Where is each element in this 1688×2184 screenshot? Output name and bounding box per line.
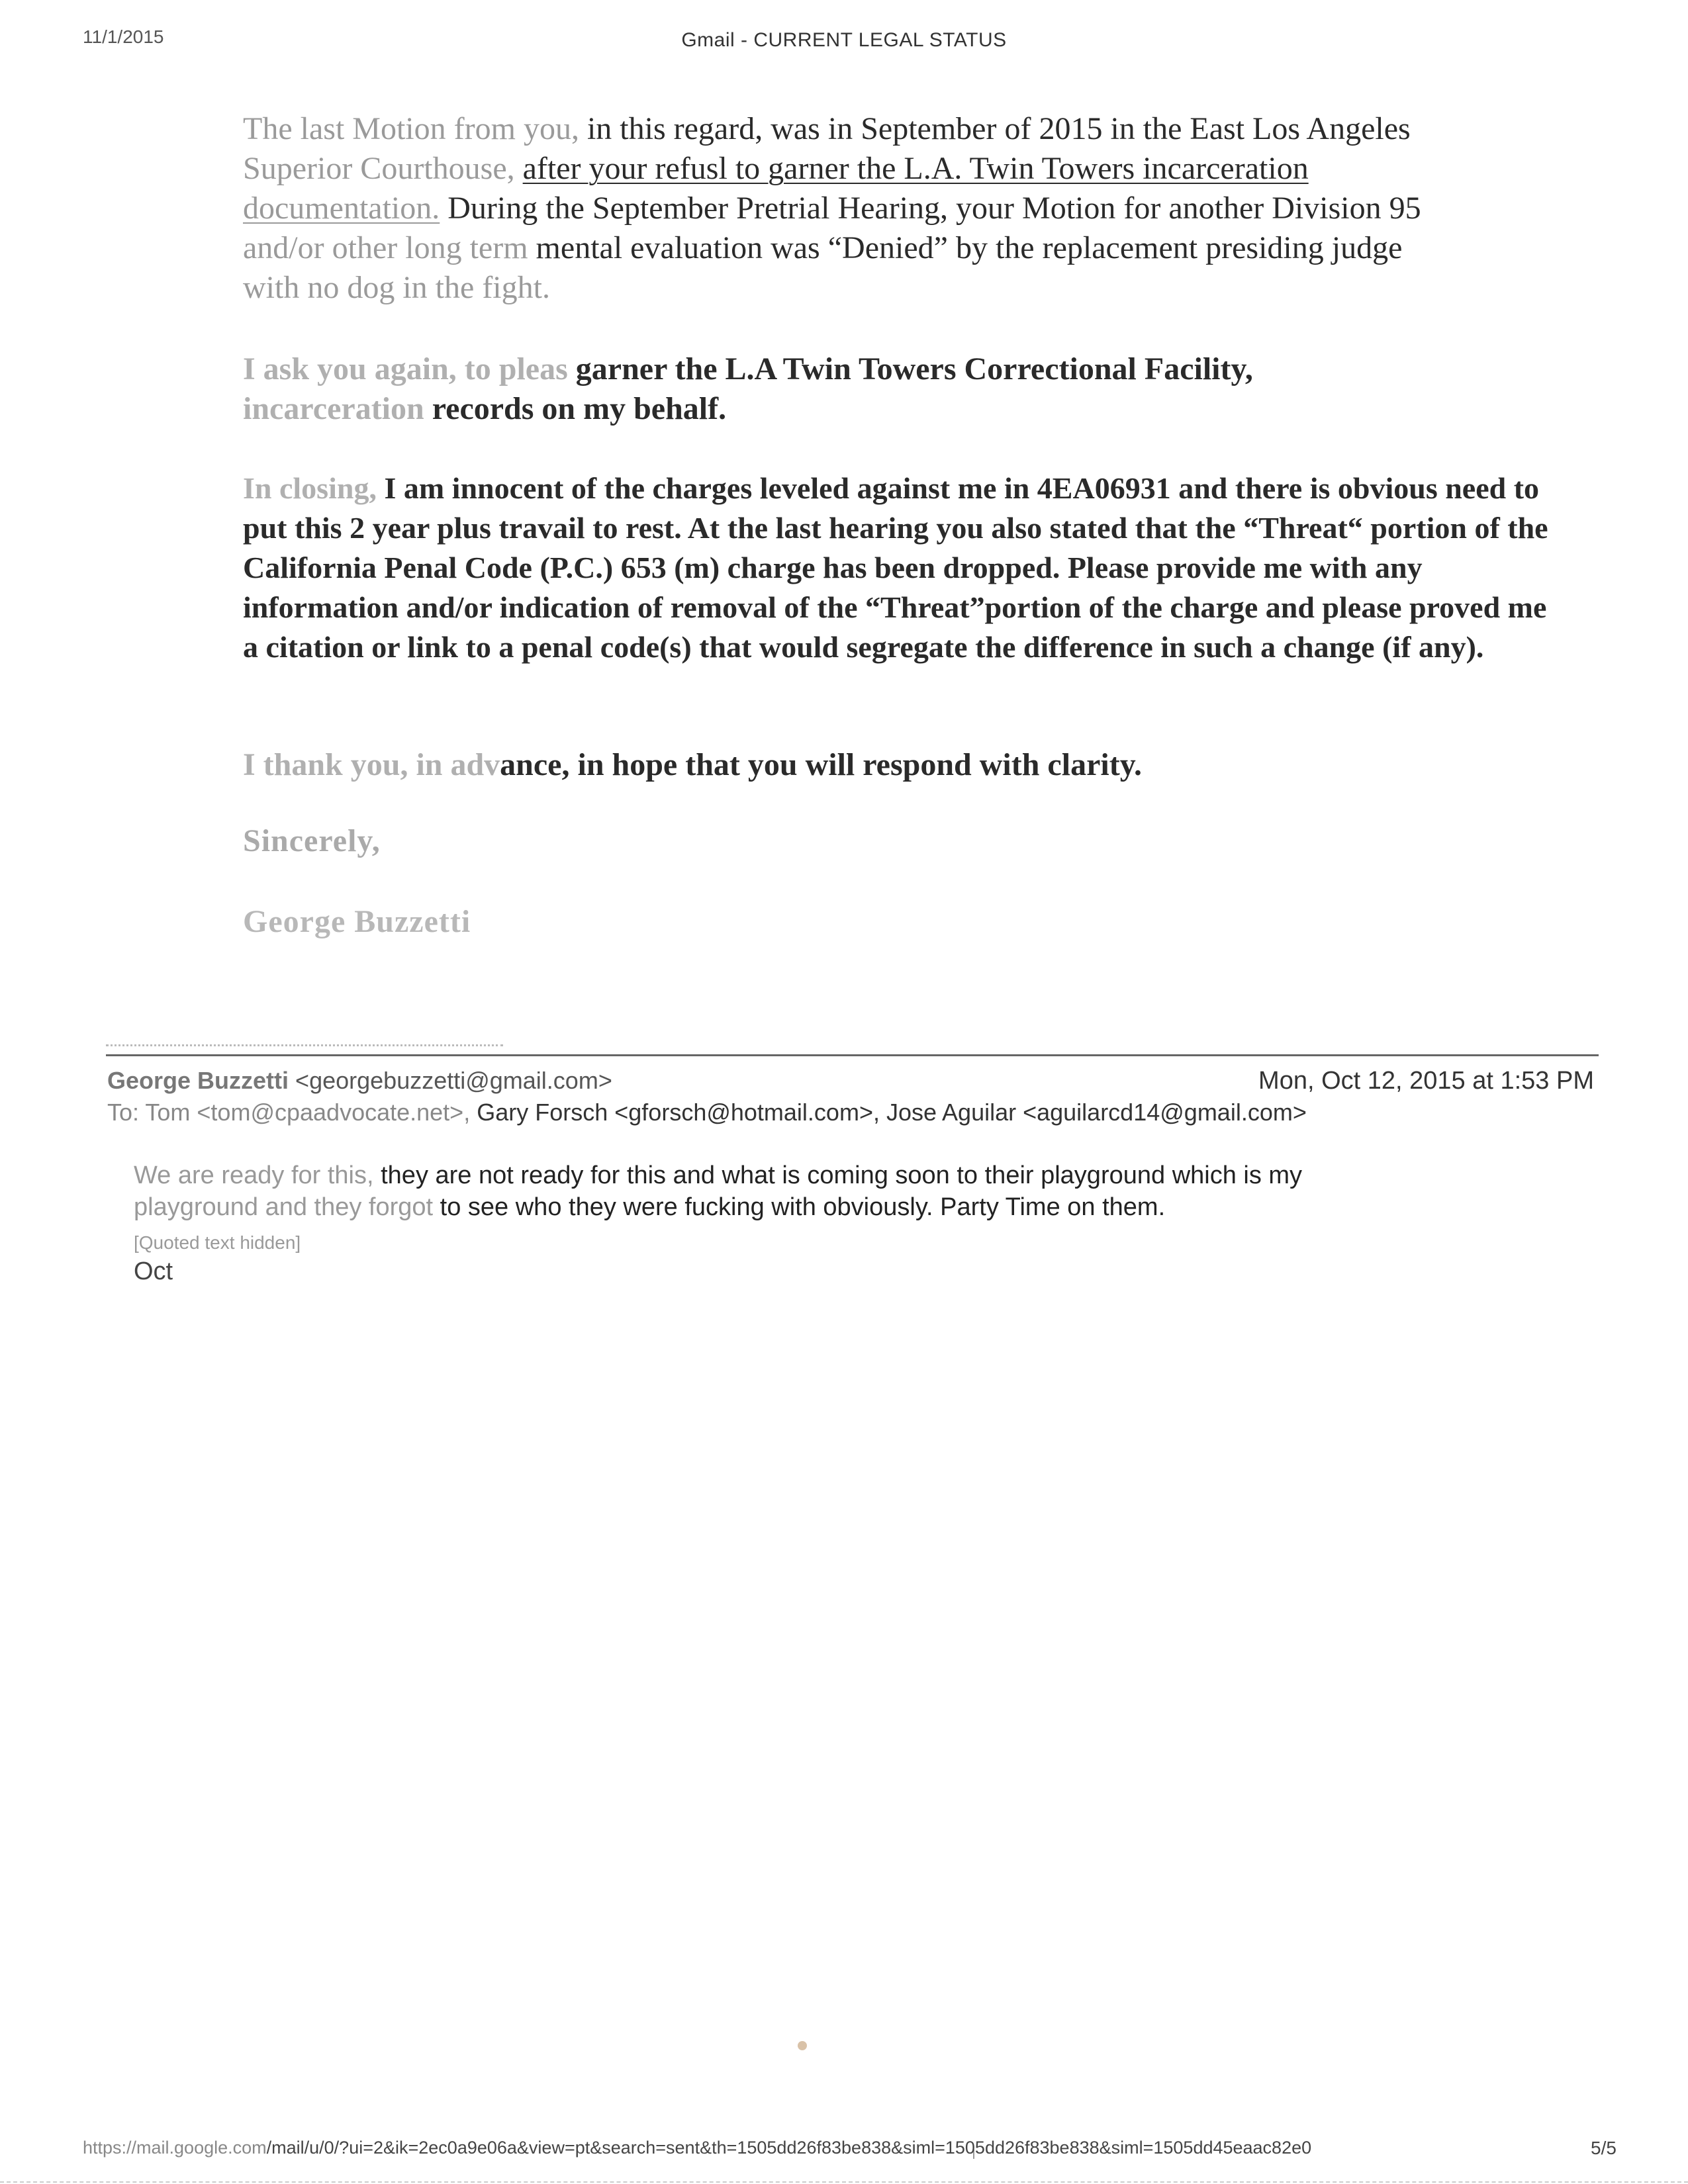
recipients-line (107, 1099, 1307, 1126)
footer-url-faint: https://mail.google.com (83, 2138, 267, 2158)
letter-closing: Sincerely, (243, 823, 381, 858)
recipients-rest: Gary Forsch <gforsch@hotmail.com>, Jose Aguilar <aguilarcd14@gmail.com> (470, 1099, 1307, 1126)
letter-signature: George Buzzetti (243, 904, 471, 939)
p2-faint: I ask you again, to pleas (243, 351, 568, 387)
p3-faint: In closing, (243, 471, 377, 505)
footer-url (83, 2138, 1311, 2158)
to-label: To: (107, 1099, 140, 1126)
p1-faint-start: The last Motion from you, (243, 111, 579, 146)
letter-paragraph-1 (243, 109, 1554, 308)
page-title: Gmail - CURRENT LEGAL STATUS (681, 29, 1007, 51)
message-body (134, 1160, 1524, 1223)
letter-paragraph-4 (243, 745, 1554, 785)
p1-text-a: in this regard, was in September of 2015 in the East Los Angeles (579, 111, 1411, 146)
p2-faint2: incarceration (243, 391, 424, 426)
p2-text-a: garner the L.A Twin Towers Correctional Facility, (567, 351, 1253, 387)
message-date: Mon, Oct 12, 2015 at 1:53 PM (1258, 1067, 1594, 1095)
p4-faint: I thank you, in adv (243, 747, 500, 782)
p1-underlined: after your refusl to garner the L.A. Twin Towers incarceration (522, 151, 1309, 186)
sender-line (107, 1067, 612, 1095)
p1-text-b: During the September Pretrial Hearing, your Motion for another Division 95 (440, 191, 1421, 226)
p1-faint-underlined: documentation. (243, 191, 440, 226)
message-faint-2: playground and they forgot (134, 1193, 434, 1221)
p1-text-c: mental evaluation was “Denied” by the replacement presiding judge (528, 230, 1403, 265)
message-text-2: to see who they were fucking with obviously. Party Time on them. (433, 1193, 1166, 1221)
p3-text: I am innocent of the charges leveled against me in 4EA06931 and there is obvious need to put this 2 year plus travail to rest. At the last hearing you also stated that the “Threat“ portion of the California Penal Code (P.C.) 653 (m) charge has been dropped. Please provide me with any information and/or indication of removal of the “Threat”portion of the charge and please proved me a citation or link to a penal code(s) that would segregate the difference in such a change (if any). (243, 471, 1548, 664)
p1-faint-line2: Superior Courthouse, (243, 151, 515, 186)
quoted-text-toggle[interactable]: [Quoted text hidden] (134, 1232, 301, 1253)
p1-faint-line5: with no dog in the fight. (243, 270, 550, 305)
trailing-text: Oct (134, 1257, 173, 1285)
p4-text: ance, in hope that you will respond with clarity. (500, 747, 1143, 782)
print-date: 11/1/2015 (83, 26, 164, 47)
letter-paragraph-2 (243, 349, 1554, 429)
message-faint: We are ready for this, (134, 1161, 374, 1189)
sender-name: George Buzzetti (107, 1067, 289, 1094)
p2-text-b: records on my behalf. (424, 391, 727, 426)
letter-paragraph-3 (243, 469, 1554, 667)
recipient-tom: Tom <tom@cpaadvocate.net>, (145, 1099, 471, 1126)
page-edge (0, 2181, 1688, 2183)
message-text: they are not ready for this and what is coming soon to their playground which is my (373, 1161, 1303, 1189)
scan-smudge (798, 2041, 807, 2050)
footer-url-path: /mail/u/0/?ui=2&ik=2ec0a9e06a&view=pt&search=sent&th=1505dd26f83be838&siml=1505dd26f83be838&siml=1505dd45eaac82e0 (266, 2138, 1312, 2158)
message-divider (106, 1054, 1599, 1056)
sender-address: <georgebuzzetti@gmail.com> (295, 1067, 612, 1094)
divider-dotted (106, 1044, 503, 1046)
p1-faint-line4: and/or other long term (243, 230, 528, 265)
page-number: 5/5 (1591, 2138, 1617, 2158)
